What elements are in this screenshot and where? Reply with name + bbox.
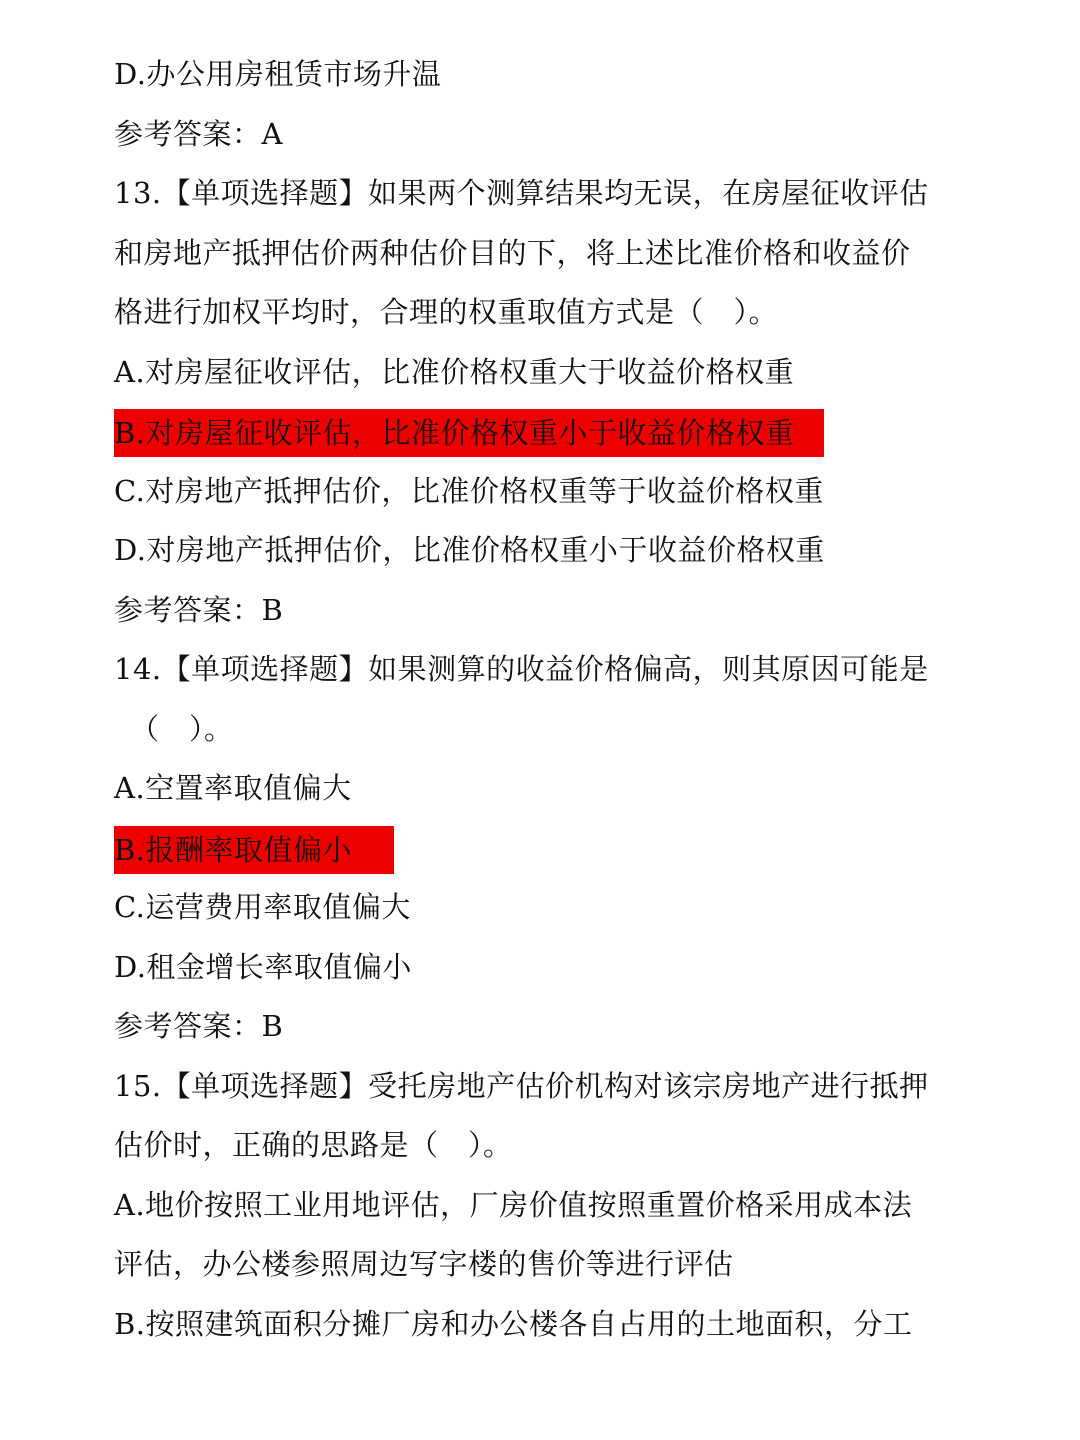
q14-option-d: D.租金增长率取值偏小 xyxy=(114,949,412,984)
q14-option-c: C.运营费用率取值偏大 xyxy=(114,890,411,924)
q14-option-b-row xyxy=(114,819,964,879)
q13-option-b-row xyxy=(114,402,964,462)
q14-answer: 参考答案：B xyxy=(114,1009,284,1043)
q14-stem-line-1: 14.【单项选择题】如果测算的收益价格偏高，则其原因可能是 xyxy=(114,652,929,686)
q12-option-d: D.办公用房租赁市场升温 xyxy=(114,57,442,91)
q13-stem-line-3: 格进行加权平均时，合理的权重取值方式是（ ）。 xyxy=(114,295,779,329)
q15-option-a-line-1: A.地价按照工业用地评估，厂房价值按照重置价格采用成本法 xyxy=(114,1187,913,1222)
q14-option-b-highlight: B.报酬率取值偏小 xyxy=(114,826,394,874)
q12-answer: 参考答案：A xyxy=(114,116,283,151)
q13-stem-line-2: 和房地产抵押估价两种估价目的下，将上述比准价格和收益价 xyxy=(114,235,911,270)
q13-option-c: C.对房地产抵押估价，比准价格权重等于收益价格权重 xyxy=(114,473,824,508)
q15-option-b-line-1: B.按照建筑面积分摊厂房和办公楼各自占用的土地面积，分工 xyxy=(114,1306,913,1341)
q14-stem-line-2: （ ）。 xyxy=(130,711,234,746)
q13-option-d: D.对房地产抵押估价，比准价格权重小于收益价格权重 xyxy=(114,533,825,567)
q13-stem-line-1: 13.【单项选择题】如果两个测算结果均无误，在房屋征收评估 xyxy=(114,176,929,210)
q13-answer: 参考答案：B xyxy=(114,592,284,627)
q15-stem-line-2: 估价时，正确的思路是（ ）。 xyxy=(114,1128,513,1162)
q14-option-a: A.空置率取值偏大 xyxy=(114,771,352,805)
q13-option-b-highlight: B.对房屋征收评估，比准价格权重小于收益价格权重 xyxy=(114,409,824,457)
q15-stem-line-1: 15.【单项选择题】受托房地产估价机构对该宗房地产进行抵押 xyxy=(114,1068,929,1103)
question-document xyxy=(114,45,964,1354)
q13-option-a: A.对房屋征收评估，比准价格权重大于收益价格权重 xyxy=(114,354,795,389)
q15-option-a-line-2: 评估，办公楼参照周边写字楼的售价等进行评估 xyxy=(114,1247,734,1281)
